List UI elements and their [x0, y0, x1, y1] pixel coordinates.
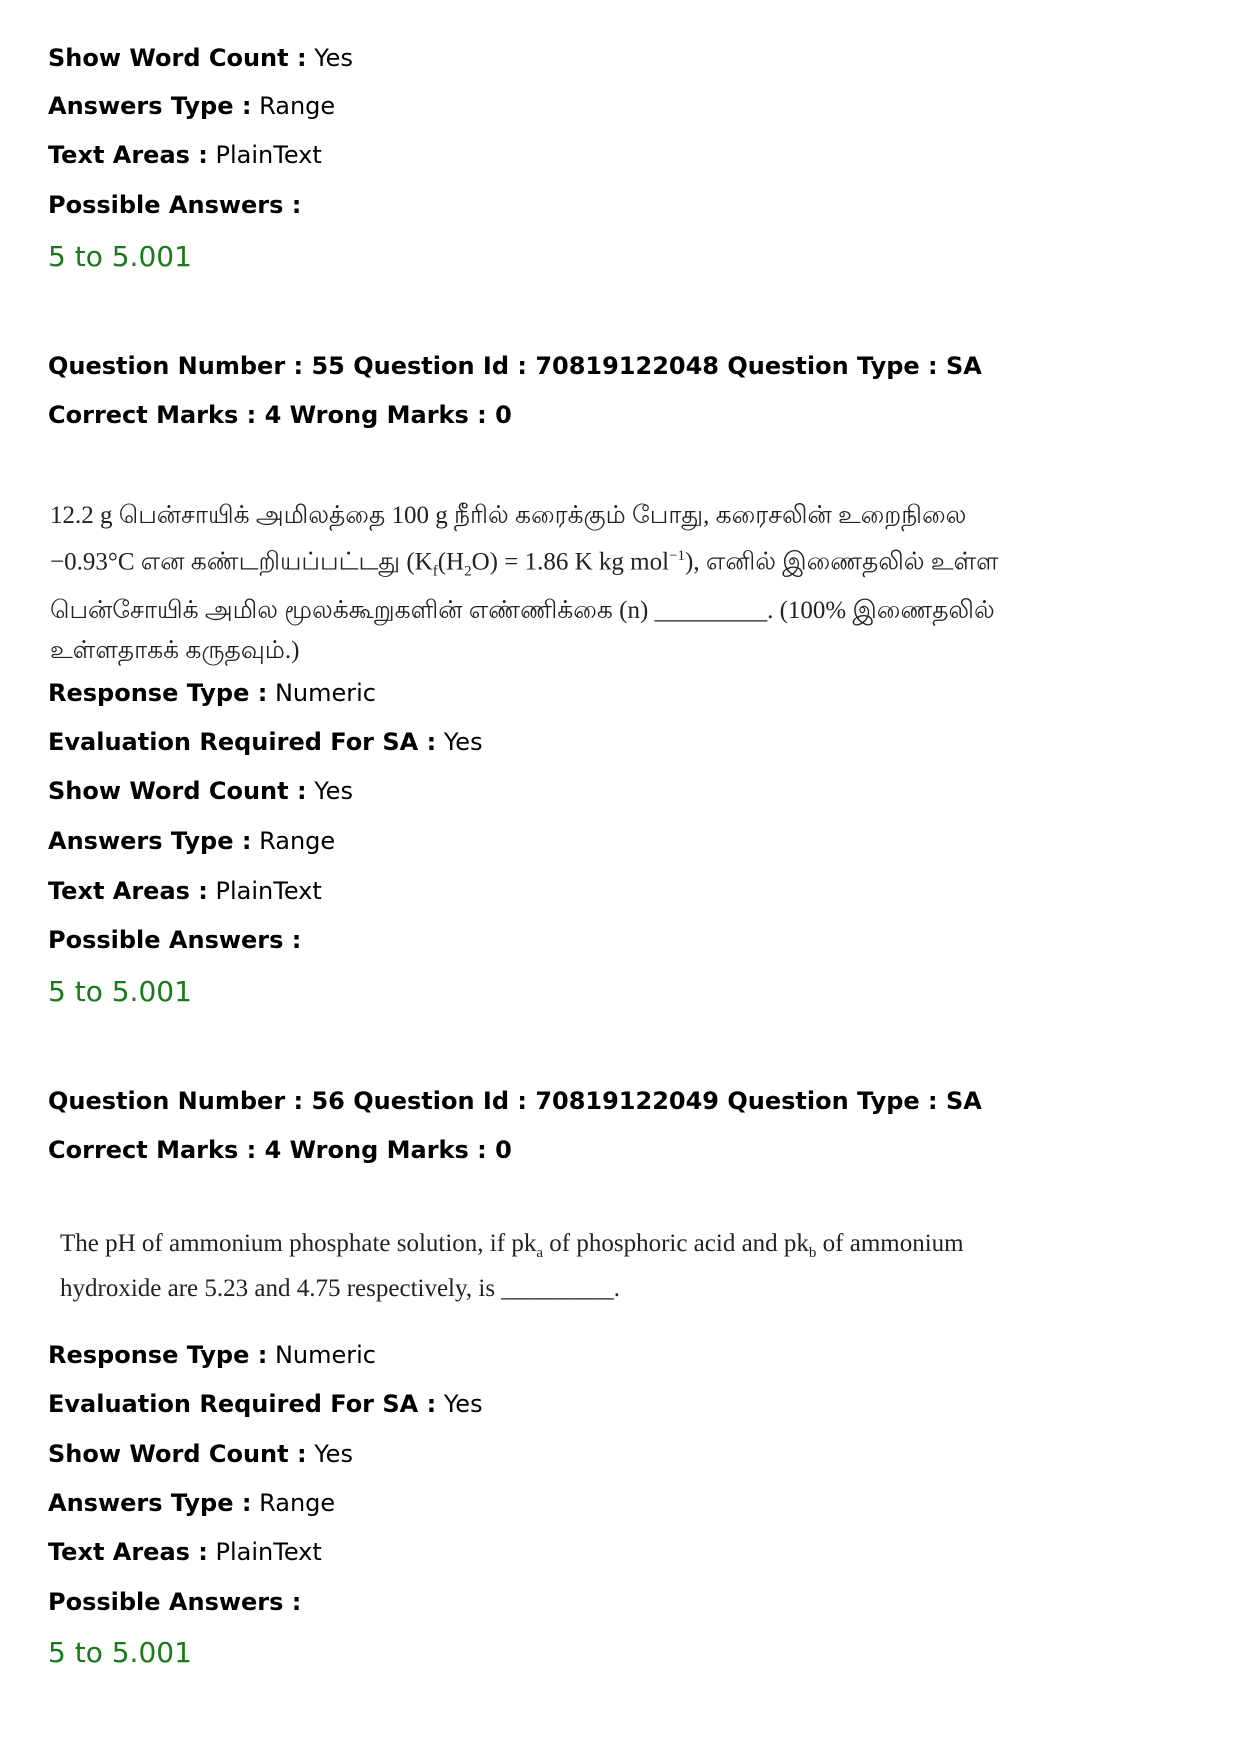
field-value: Yes	[314, 777, 353, 805]
question-text-line: The pH of ammonium phosphate solution, if $pk_a$ of phosphoric acid and $pk_b$ of ammonium	[60, 1230, 964, 1261]
field-label: Show Word Count :	[48, 777, 307, 805]
field-value: Range	[259, 827, 336, 855]
text-areas-row	[48, 141, 322, 169]
field-label: Response Type :	[48, 1341, 268, 1369]
question-marks-text: Correct Marks : 4 Wrong Marks : 0	[48, 1136, 512, 1164]
possible-answers-row	[48, 1588, 301, 1616]
question-text-image-55	[50, 496, 999, 671]
question-header-56	[48, 1087, 982, 1115]
question-marks-56	[48, 1136, 512, 1164]
field-value: Yes	[314, 1440, 353, 1468]
field-label: Response Type :	[48, 679, 268, 707]
question-text-image-56	[60, 1226, 964, 1307]
field-label: Answers Type :	[48, 1489, 252, 1517]
text-areas-row	[48, 1538, 322, 1566]
field-label: Possible Answers :	[48, 191, 302, 219]
text-areas-row	[48, 877, 322, 905]
show-word-count-row	[48, 44, 353, 72]
question-text-line: பென்சோயிக் அமில மூலக்கூறுகளின் எண்ணிக்கை (n) _________. (100% இணைதலில்	[50, 597, 995, 625]
question-marks-55	[48, 401, 512, 429]
field-label: Text Areas :	[48, 1538, 208, 1566]
show-word-count-row	[48, 777, 353, 805]
field-value: Yes	[443, 1390, 483, 1418]
field-label: Text Areas :	[48, 877, 208, 905]
possible-answer-value: 5 to 5.001	[48, 240, 192, 273]
field-value: Range	[259, 92, 336, 120]
field-value: Numeric	[274, 679, 376, 707]
response-type-row	[48, 679, 376, 707]
response-type-row	[48, 1341, 376, 1369]
field-value: Range	[259, 1489, 336, 1517]
field-label: Text Areas :	[48, 141, 208, 169]
field-value: Yes	[314, 44, 353, 72]
possible-answers-row	[48, 191, 301, 219]
question-text-line: hydroxide are 5.23 and 4.75 respectively, is _________.	[60, 1275, 621, 1302]
field-label: Evaluation Required For SA :	[48, 1390, 437, 1418]
field-label: Possible Answers :	[48, 1588, 302, 1616]
field-value: PlainText	[215, 877, 322, 905]
show-word-count-row	[48, 1440, 353, 1468]
answers-type-row	[48, 1489, 335, 1517]
possible-answer-value: 5 to 5.001	[48, 1636, 192, 1669]
field-value: Numeric	[274, 1341, 376, 1369]
question-marks-text: Correct Marks : 4 Wrong Marks : 0	[48, 401, 512, 429]
field-label: Answers Type :	[48, 92, 252, 120]
question-header-text: Question Number : 55 Question Id : 70819122048 Question Type : SA	[48, 352, 982, 380]
question-header-text: Question Number : 56 Question Id : 70819122049 Question Type : SA	[48, 1087, 982, 1115]
field-label: Evaluation Required For SA :	[48, 728, 437, 756]
answers-type-row	[48, 827, 335, 855]
field-label: Show Word Count :	[48, 44, 307, 72]
possible-answers-row	[48, 926, 301, 954]
question-text-line: −0.93°C என கண்டறியப்பட்டது ($K_f(H_2O) = 1.86$ K kg mol$^{-1}$), எனில் இணைதலில் உள்ள	[50, 548, 999, 580]
evaluation-required-row	[48, 1390, 483, 1418]
field-value: Yes	[443, 728, 483, 756]
field-value: PlainText	[215, 1538, 322, 1566]
evaluation-required-row	[48, 728, 483, 756]
question-header-55	[48, 352, 982, 380]
question-text-line: 12.2 g பென்சாயிக் அமிலத்தை 100 g நீரில் கரைக்கும் போது, கரைசலின் உறைநிலை	[50, 502, 967, 529]
answers-type-row	[48, 92, 335, 120]
possible-answer-value: 5 to 5.001	[48, 975, 192, 1008]
question-text-line: உள்ளதாகக் கருதவும்.)	[50, 637, 300, 665]
field-label: Show Word Count :	[48, 1440, 307, 1468]
field-label: Possible Answers :	[48, 926, 302, 954]
field-value: PlainText	[215, 141, 322, 169]
field-label: Answers Type :	[48, 827, 252, 855]
